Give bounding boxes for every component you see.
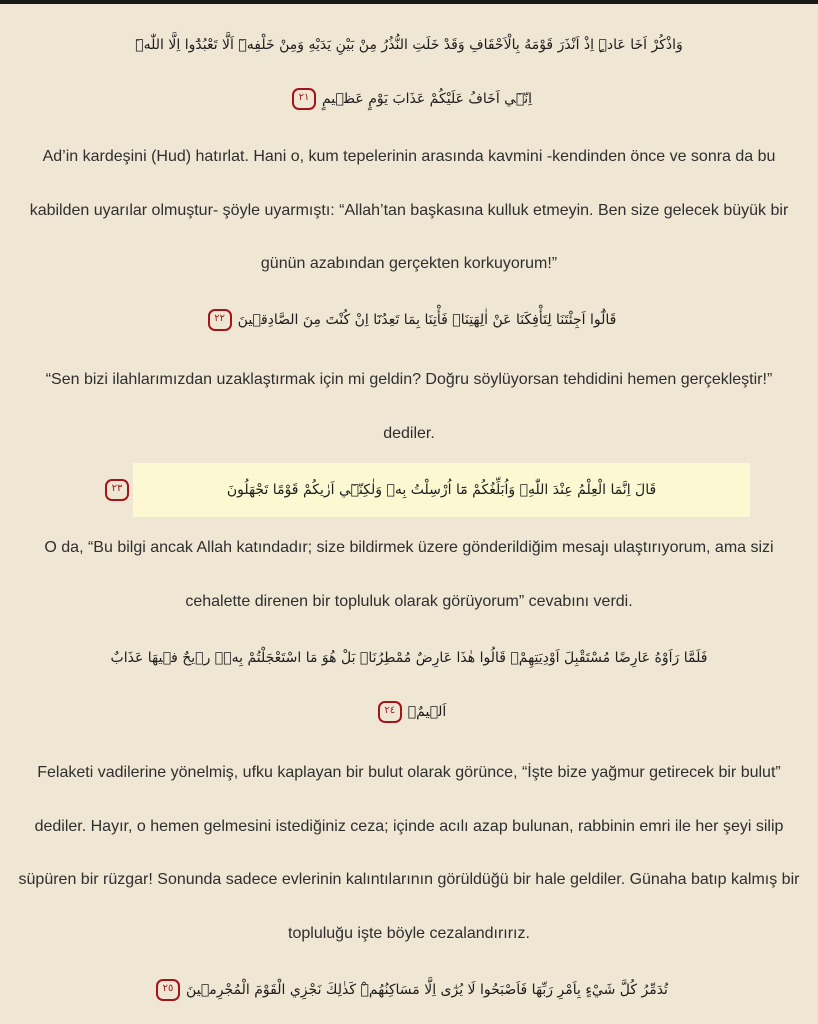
verse-21-translation	[0, 130, 818, 291]
verse-22-arabic[interactable]	[0, 293, 818, 347]
verse-24-translation	[0, 746, 818, 960]
arabic-line: قَالُٓوا اَجِئْتَنَا لِتَأْفِكَنَا عَنْ اٰلِهَتِنَاۚ فَأْتِنَا بِمَا تَعِدُنَٓا اِنْ كُنْتَ مِنَ الصَّادِق۪ينَ	[237, 312, 617, 328]
translation-line: dediler. Hayır, o hemen gelmesini istediğiniz ceza; içinde acılı azap bulunan, rabbinin emri ile her şeyi silip	[34, 817, 784, 835]
verse-number-marker: ٢٢	[208, 309, 232, 331]
arabic-line: اَل۪يمٌۙ	[407, 704, 447, 720]
arabic-line: قَالَ اِنَّمَا الْعِلْمُ عِنْدَ اللّٰهِۘ وَاُبَلِّغُكُمْ مَٓا اُرْسِلْتُ بِه۪ وَلٰكِنّ۪ٓي اَرٰيكُمْ قَوْمًا تَجْهَلُونَ	[226, 482, 657, 498]
arabic-line: اِنّ۪ٓي اَخَافُ عَلَيْكُمْ عَذَابَ يَوْمٍ عَظ۪يمٍ	[321, 91, 533, 107]
verse-number-marker: ٢١	[292, 88, 316, 110]
verse-22-translation	[0, 353, 818, 460]
translation-line: topluluğu işte böyle cezalandırırız.	[288, 924, 530, 942]
verse-24-arabic[interactable]	[0, 631, 818, 739]
translation-line: cehalette direnen bir topluluk olarak görüyorum” cevabını verdi.	[185, 592, 633, 610]
arabic-line: تُدَمِّرُ كُلَّ شَيْءٍ بِاَمْرِ رَبِّهَا فَاَصْبَحُوا لَا يُرٰٓى اِلَّا مَسَاكِنُهُمْۜ كَذٰلِكَ نَجْزِي الْقَوْمَ الْمُجْرِم۪ينَ	[186, 982, 668, 998]
translation-line: kabilden uyarılar olmuştur- şöyle uyarmıştı: “Allah’tan başkasına kulluk etmeyin. Ben size gelecek büyük bir	[29, 201, 789, 219]
verse-number-marker: ٢٥	[156, 979, 180, 1001]
verse-25-arabic[interactable]	[0, 963, 818, 1017]
verse-number-marker: ٢٣	[105, 479, 129, 501]
verse-23-arabic-highlighted[interactable]	[111, 463, 750, 517]
status-bar-edge	[0, 0, 818, 4]
arabic-line: فَلَمَّا رَاَوْهُ عَارِضًا مُسْتَقْبِلَ اَوْدِيَتِهِمْۙ قَالُوا هٰذَا عَارِضٌ مُمْطِرُنَاۜ بَلْ هُوَ مَا اسْتَعْجَلْتُمْ بِه۪ۜ ر۪يحٌ ف۪يهَا عَذَابٌ	[110, 650, 708, 666]
translation-line: “Sen bizi ilahlarımızdan uzaklaştırmak için mi geldin? Doğru söylüyorsan tehdidini hemen gerçekleştir!”	[45, 371, 773, 388]
translation-line: O da, “Bu bilgi ancak Allah katındadır; size bildirmek üzere gönderildiğim mesajı ulaştırıyorum, ama sizi	[44, 539, 774, 556]
verse-23-translation	[0, 521, 818, 628]
translation-line: Felaketi vadilerine yönelmiş, ufku kaplayan bir bulut olarak görünce, “İşte bize yağmur getirecek bir bulut”	[37, 764, 781, 781]
translation-line: süpüren bir rüzgar! Sonunda sadece evlerinin kalıntılarının görüldüğü bir hale geldiler. Günaha batıp kalmış bir	[18, 871, 800, 888]
translation-line: dediler.	[383, 424, 435, 442]
verse-21-arabic[interactable]	[0, 18, 818, 126]
translation-line: Ad’in kardeşini (Hud) hatırlat. Hani o, kum tepelerinin arasında kavmini -kendinden önce ve sonra da bu	[42, 148, 776, 165]
translation-line: günün azabından gerçekten korkuyorum!”	[260, 255, 558, 272]
arabic-line: وَاذْكُرْ اَخَا عَادٍۜ اِذْ اَنْذَرَ قَوْمَهُ بِالْاَحْقَافِ وَقَدْ خَلَتِ النُّذُرُ مِنْ بَيْنِ يَدَيْهِ وَمِنْ خَلْفِه۪ٓ اَلَّا تَعْبُدُٓوا اِلَّا اللّٰهَۜ	[135, 37, 683, 53]
verse-number-marker: ٢٤	[378, 701, 402, 723]
